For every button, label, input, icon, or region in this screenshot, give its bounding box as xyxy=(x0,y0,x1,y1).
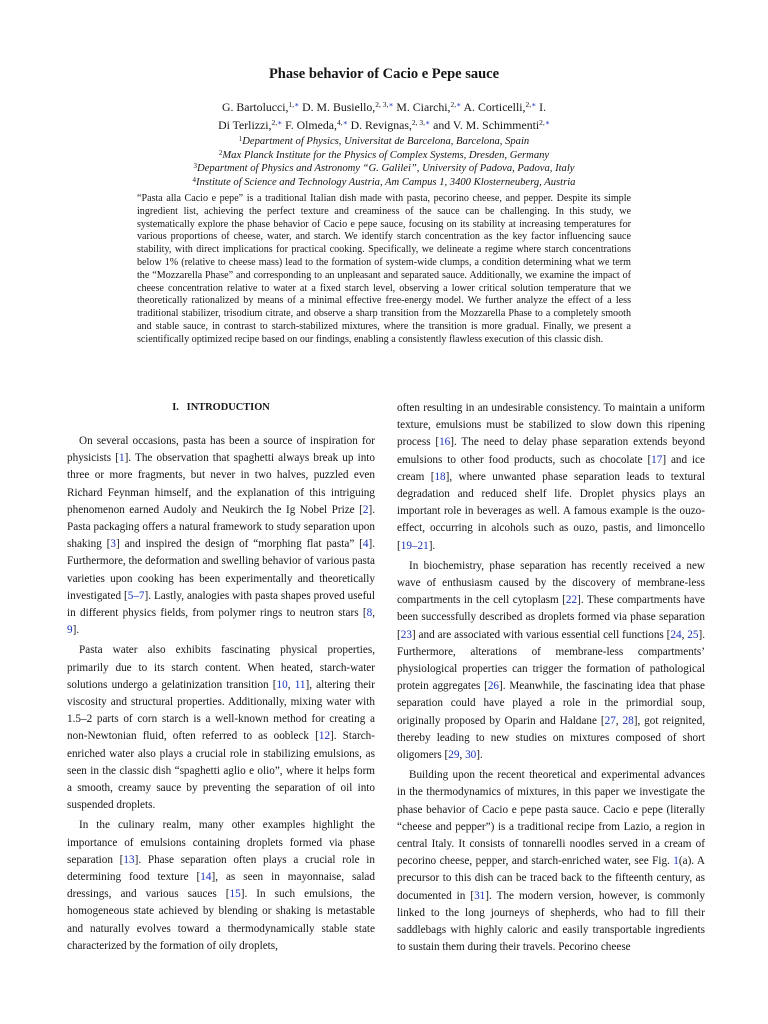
author: F. Olmeda,$^{4,∗}$ xyxy=(285,118,348,132)
author: Di Terlizzi,$^{2,∗}$ xyxy=(218,118,283,132)
citation-link[interactable]: 15 xyxy=(229,888,241,901)
author: G. Bartolucci,$^{1,∗}$ xyxy=(221,100,300,114)
citation-link[interactable]: 17 xyxy=(651,453,663,466)
citation-link[interactable]: 11 xyxy=(294,678,306,691)
body-paragraph: On several occasions, pasta has been a source of inspiration for physicists [1]. The observation that spaghetti always break up into three or more fragments, but never in two halves, puzzled even Richard Feynman himself, and the explanation of this intriguing phenomenon earned Audoly and Neukirch the Ig Nobel Prize [2]. Pasta packaging offers a natural framework to study separation upon shaking [3] and inspired the design of “morphing flat pasta” [4]. Furthermore, the deformation and swelling behavior of various pasta varieties upon cooking has been experimentally and theoretically investigated [5–7]. Lastly, analogies with pasta shapes proved useful in different physics fields, from polymer rings to neutron stars [8, 9]. xyxy=(67,435,376,637)
left-column xyxy=(67,398,375,955)
affiliation: $^2$Max Planck Institute for the Physics of Complex Systems, Dresden, Germany xyxy=(218,148,550,161)
body-paragraph: In the culinary realm, many other examples highlight the importance of emulsions containing droplets formed via phase separation [13]. Phase separation often plays a crucial role in determining food texture [14], as seen in mayonnaise, salad dressings, and various sauces [15]. In such emulsions, the homogeneous state achieved by blending or shaking is metastable and naturally evolves toward a thermodynamically stable state characterized by the formation of oily droplets, xyxy=(67,819,376,952)
citation-link[interactable]: 1 xyxy=(118,452,125,465)
author: D. Revignas,$^{2, 3,∗}$ xyxy=(350,118,431,132)
citation-link[interactable]: 10 xyxy=(276,678,288,691)
author: M. Ciarchi,$^{2,∗}$ xyxy=(396,100,462,114)
citation-link[interactable]: 9 xyxy=(67,624,73,637)
affiliation: $^4$Institute of Science and Technology Austria, Am Campus 1, 3400 Klosterneuberg, Austria xyxy=(192,175,576,188)
citation-link[interactable]: 19–21 xyxy=(400,539,429,552)
citation-link[interactable]: 3 xyxy=(110,538,116,551)
citation-link[interactable]: 2 xyxy=(362,503,369,516)
citation-link[interactable]: 30 xyxy=(465,749,477,762)
citation-link[interactable]: 13 xyxy=(123,853,135,866)
paper-title: Phase behavior of Cacio e Pepe sauce xyxy=(268,66,500,82)
citation-link[interactable]: 22 xyxy=(565,594,578,607)
author: and V. M. Schimmenti$^{2,∗}$ xyxy=(433,118,550,132)
author: D. M. Busiello,$^{2, 3,∗}$ xyxy=(302,100,394,114)
author: A. Corticelli,$^{2,∗}$ xyxy=(463,100,537,114)
citation-link[interactable]: 12 xyxy=(318,730,331,743)
citation-link[interactable]: 26 xyxy=(487,680,500,693)
right-column xyxy=(397,400,705,957)
author: I. xyxy=(539,100,547,114)
citation-link[interactable]: 29 xyxy=(448,749,460,762)
body-paragraph: Building upon the recent theoretical and experimental advances in the thermodynamics of mixtures, in this paper we investigate the phase behavior of Cacio e pepe pasta sauce. Cacio e pepe (literally “cheese and pepper”) is a traditional recipe from Lazio, a region in central Italy. It consists of tonnarelli noodles served in a cream of pecorino cheese, pepper, and starch-enriched water, see Fig. 1(a). A precursor to this dish can be traced back to the fifteenth century, as documented in [31]. The modern version, however, is commonly linked to the long journeys of shepherds, who had to fill their saddlebags with highly caloric and easily transportable ingredients to sustain them during their travels. Pecorino cheese xyxy=(397,769,705,954)
author-row-2 xyxy=(0,116,768,134)
citation-link[interactable]: 14 xyxy=(200,871,212,884)
citation-link[interactable]: 1 xyxy=(673,855,679,868)
section-heading: I. INTRODUCTION xyxy=(172,402,270,413)
body-paragraph: In biochemistry, phase separation has recently received a new wave of enthusiasm caused by the discovery of membrane-less compartments in the cell cytoplasm [22]. These compartments have been successfully described as droplets formed via phase separation [23] and are associated with various essential cell functions [24, 25]. Furthermore, alterations of membrane-less compartments’ physiological properties can trigger the formation of pathological protein aggregates [26]. Meanwhile, the fascinating idea that phase separation could have played a role in the primordial soup, originally proposed by Oparin and Haldane [27, 28], got reignited, thereby leading to new studies on mixtures composed of short oligomers [29, 30]. xyxy=(397,559,706,762)
citation-link[interactable]: 8 xyxy=(366,607,373,620)
citation-link[interactable]: 16 xyxy=(439,436,451,449)
affiliation: $^1$Department of Physics, Universitat de Barcelona, Barcelona, Spain xyxy=(238,135,530,147)
right-column-body xyxy=(397,400,705,957)
body-paragraph: Pasta water also exhibits fascinating physical properties, primarily due to its starch content. When heated, starch-water solutions undergo a gelatinization transition [10, 11], altering their viscosity and structural properties. Additionally, mixing water with 1.5–2 parts of corn starch is a well-known method for creating a non-Newtonian fluid, often referred to as oobleck [12]. Starch-enriched water also plays a crucial role in stabilizing emulsions, as seen in the classic dish “spaghetti aglio e olio”, where it helps form a smooth, creamy sauce by preventing the separation of oil into suspended droplets. xyxy=(67,644,376,812)
affiliation: $^3$Department of Physics and Astronomy “G. Galilei”, University of Padova, Padova, Italy xyxy=(193,162,575,175)
citation-link[interactable]: 25 xyxy=(687,628,699,641)
citation-link[interactable]: 5–7 xyxy=(127,589,145,602)
citation-link[interactable]: 28 xyxy=(622,714,634,727)
left-column-body xyxy=(67,433,375,955)
citation-link[interactable]: 31 xyxy=(474,889,486,902)
author-row-1 xyxy=(0,98,768,116)
citation-link[interactable]: 23 xyxy=(400,628,412,641)
citation-link[interactable]: 24 xyxy=(670,628,682,641)
body-paragraph: often resulting in an undesirable consistency. To maintain a uniform texture, emulsions must be stabilized to slow down this ripening process [16]. The need to delay phase separation extends beyond emulsions to other food products, such as chocolate [17] and ice cream [18], where unwanted phase separation leads to textural degradation and reduced shelf life. Droplet physics plays an important role in beverages as well. A famous example is the ouzo-effect, occurring in alcohols such as ouzo, pastis, and limoncello [19–21]. xyxy=(397,402,705,552)
author-list xyxy=(0,98,768,134)
citation-link[interactable]: 4 xyxy=(362,538,369,551)
abstract: “Pasta alla Cacio e pepe” is a traditional Italian dish made with pasta, pecorino cheese, and pepper. Despite its simple ingredient list, achieving the perfect texture and creaminess of the sauce can be challenging. In this study, we systematically explore the phase behavior of Cacio e pepe sauce, focusing on its stability at increasing temperatures for various proportions of cheese, water, and starch. We identify starch concentration as the key factor influencing sauce stability, with direct implications for practical cooking. Specifically, we delineate a regime where starch concentrations below 1% (relative to cheese mass) lead to the formation of system-wide clumps, a condition determining what we term the “Mozzarella Phase” and corresponding to an unpleasant and separated sauce. Additionally, we examine the impact of cheese concentration relative to water at a fixed starch level, observing a lower critical solution temperature that we theoretically rationalized by means of a minimal effective free-energy model. We further analyze the effect of a less traditional stabilizer, trisodium citrate, and observe a sharp transition from the Mozzarella Phase to a completely smooth and stable sauce, in contrast to starch-stabilized mixtures, where the transition is more gradual. Finally, we present a scientifically optimized recipe based on our findings, enabling a consistently flawless execution of this classic dish. xyxy=(137,193,631,345)
affiliation-list xyxy=(0,135,768,189)
citation-link[interactable]: 18 xyxy=(434,470,446,483)
citation-link[interactable]: 27 xyxy=(604,714,616,727)
